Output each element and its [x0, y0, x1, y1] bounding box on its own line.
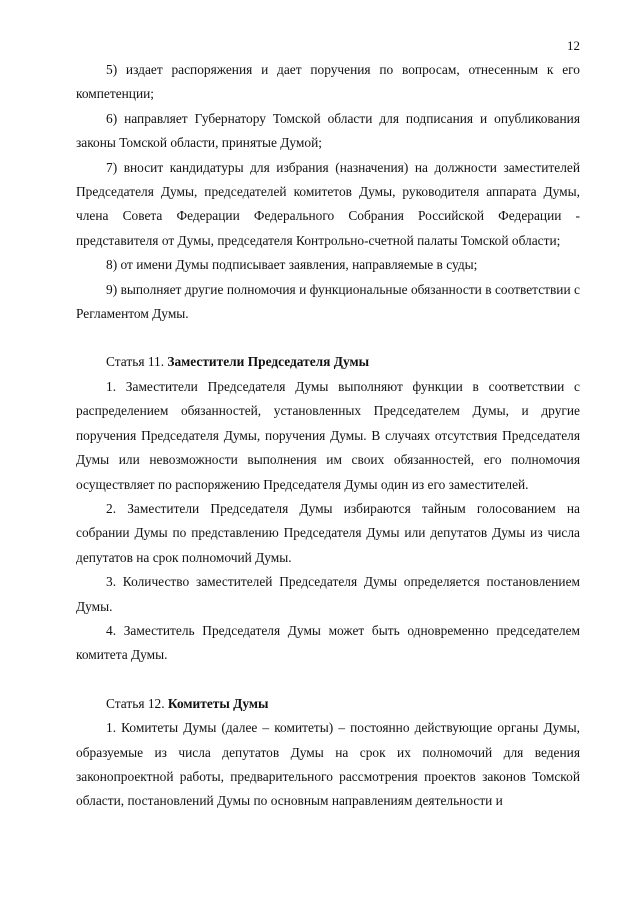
article-11-prefix: Статья 11.	[106, 354, 168, 370]
section-gap	[76, 668, 580, 692]
section-gap	[76, 326, 580, 350]
article-12-prefix: Статья 12.	[106, 695, 168, 711]
list-item-9: 9) выполняет другие полномочия и функциональные обязанности в соответствии с Регламентом Думы.	[76, 281, 580, 322]
document-body	[76, 58, 580, 814]
article-12-title: Комитеты Думы	[167, 695, 269, 711]
article-12-paragraph-1: 1. Комитеты Думы (далее – комитеты) – постоянно действующие органы Думы, образуемые из числа депутатов Думы на срок их полномочий для ведения законопроектной работы, предварительного рассмотрения проектов законов Томской области, постановлений Думы по основным направлениям деятельности и	[76, 720, 580, 809]
article-12-heading	[76, 692, 580, 716]
article-11-heading	[76, 350, 580, 374]
article-11-title: Заместители Председателя Думы	[167, 354, 370, 370]
article-11-paragraph-1: 1. Заместители Председателя Думы выполняют функции в соответствии с распределением обязанностей, установленных Председателем Думы, и другие поручения Председателя Думы, поручения Думы. В случаях отсутствия Председателя Думы или невозможности выполнения им своих обязанностей, его полномочия осуществляет по распоряжению Председателя Думы один из его заместителей.	[76, 378, 580, 492]
article-11-paragraph-2: 2. Заместители Председателя Думы избираются тайным голосованием на собрании Думы по представлению Председателя Думы или депутатов Думы из числа депутатов на срок полномочий Думы.	[76, 500, 580, 565]
list-item-5: 5) издает распоряжения и дает поручения по вопросам, отнесенным к его компетенции;	[76, 62, 580, 102]
article-11-paragraph-3: 3. Количество заместителей Председателя Думы определяется постановлением Думы.	[76, 574, 580, 614]
list-item-8: 8) от имени Думы подписывает заявления, направляемые в суды;	[106, 257, 478, 273]
page-number: 12	[567, 38, 580, 53]
list-item-6: 6) направляет Губернатору Томской области для подписания и опубликования законы Томской области, принятые Думой;	[76, 110, 580, 151]
list-item-7: 7) вносит кандидатуры для избрания (назначения) на должности заместителей Председателя Думы, председателей комитетов Думы, руководителя аппарата Думы, члена Совета Федерации Федерального Собрания Российской Федерации - представителя от Думы, председателя Контрольно-счетной палаты Томской области;	[76, 159, 580, 248]
article-11-paragraph-4: 4. Заместитель Председателя Думы может быть одновременно председателем комитета Думы.	[76, 622, 580, 663]
